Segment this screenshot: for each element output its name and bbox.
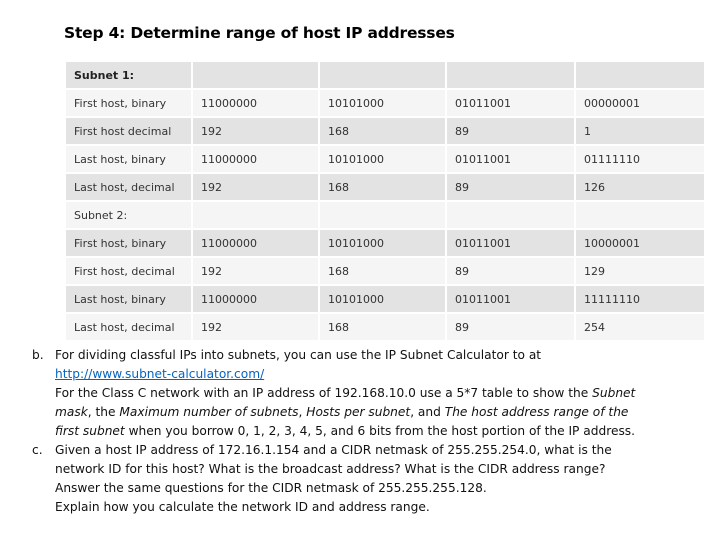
table-cell: 168 [319,257,446,285]
question-text-line [55,384,672,403]
table-cell: 10101000 [319,89,446,117]
table-row [65,257,705,285]
table-cell: 254 [575,313,705,341]
row-label: Last host, decimal [65,313,192,341]
table-cell: 192 [192,173,319,201]
text-run-italic: The host address range of the [444,405,629,419]
row-label: Last host, binary [65,145,192,173]
table-row [65,313,705,341]
table-cell: 00000001 [575,89,705,117]
row-label: Last host, decimal [65,173,192,201]
table-cell: 01011001 [446,89,575,117]
table-row [65,201,705,229]
table-row [65,285,705,313]
table-cell [192,201,319,229]
table-cell: 89 [446,257,575,285]
row-label: Last host, binary [65,285,192,313]
text-run-italic: mask [55,405,88,419]
step-heading: Step 4: Determine range of host IP addresses [64,24,455,42]
row-label: First host, decimal [65,257,192,285]
table-cell: 10101000 [319,145,446,173]
text-run: , and [410,405,445,419]
question-text: Answer the same questions for the CIDR netmask of 255.255.255.128. [55,481,487,495]
table-cell: 11111110 [575,285,705,313]
table-cell [192,61,319,89]
table-cell [575,201,705,229]
table-cell: 129 [575,257,705,285]
question-text: Explain how you calculate the network ID and address range. [55,500,430,514]
row-label: First host decimal [65,117,192,145]
list-marker: c. [32,443,43,457]
row-label: Subnet 1: [65,61,192,89]
table-row [65,145,705,173]
list-marker: b. [32,348,44,362]
table-row [65,173,705,201]
table-cell: 01111110 [575,145,705,173]
table-cell [319,201,446,229]
table-cell: 168 [319,117,446,145]
text-run-italic: Hosts per subnet [306,405,411,419]
text-run: For the Class C network with an IP address of 192.168.10.0 use a 5*7 table to show the [55,386,593,400]
table-cell: 89 [446,117,575,145]
table-cell [446,61,575,89]
table-cell: 1 [575,117,705,145]
table-cell: 89 [446,173,575,201]
text-run: , [298,405,307,419]
table-cell: 11000000 [192,145,319,173]
table-cell [319,61,446,89]
subnet-calculator-link[interactable]: http://www.subnet-calculator.com/ [55,367,265,381]
question-text: Given a host IP address of 172.16.1.154 and a CIDR netmask of 255.255.254.0, what is the [55,443,612,457]
table-row [65,117,705,145]
table-cell: 168 [319,173,446,201]
table-cell: 192 [192,257,319,285]
table-cell: 192 [192,117,319,145]
question-c [32,441,672,517]
text-run-italic: first subnet [55,424,125,438]
row-label: First host, binary [65,229,192,257]
table-cell: 168 [319,313,446,341]
text-run-italic: Maximum number of subnets [119,405,299,419]
question-b [32,346,672,441]
text-run: , the [87,405,120,419]
question-text-line [55,403,672,422]
question-text: network ID for this host? What is the broadcast address? What is the CIDR address range? [55,462,606,476]
table-row [65,61,705,89]
row-label: First host, binary [65,89,192,117]
question-text: For dividing classful IPs into subnets, you can use the IP Subnet Calculator to at [55,348,542,362]
table-cell: 01011001 [446,285,575,313]
text-run: when you borrow 0, 1, 2, 3, 4, 5, and 6 bits from the host portion of the IP address. [124,424,636,438]
row-label: Subnet 2: [65,201,192,229]
table-cell: 10101000 [319,285,446,313]
table-cell: 126 [575,173,705,201]
table-cell: 11000000 [192,89,319,117]
table-cell [575,61,705,89]
table-cell: 89 [446,313,575,341]
table-row [65,229,705,257]
text-run-italic: Subnet [592,386,636,400]
table-cell: 01011001 [446,145,575,173]
table-cell: 11000000 [192,229,319,257]
table-cell: 01011001 [446,229,575,257]
table-row [65,89,705,117]
table-cell [446,201,575,229]
host-range-table [64,60,706,342]
table-cell: 10101000 [319,229,446,257]
table-cell: 192 [192,313,319,341]
table-cell: 10000001 [575,229,705,257]
question-text-line [55,422,672,441]
table-cell: 11000000 [192,285,319,313]
question-list [32,346,672,517]
